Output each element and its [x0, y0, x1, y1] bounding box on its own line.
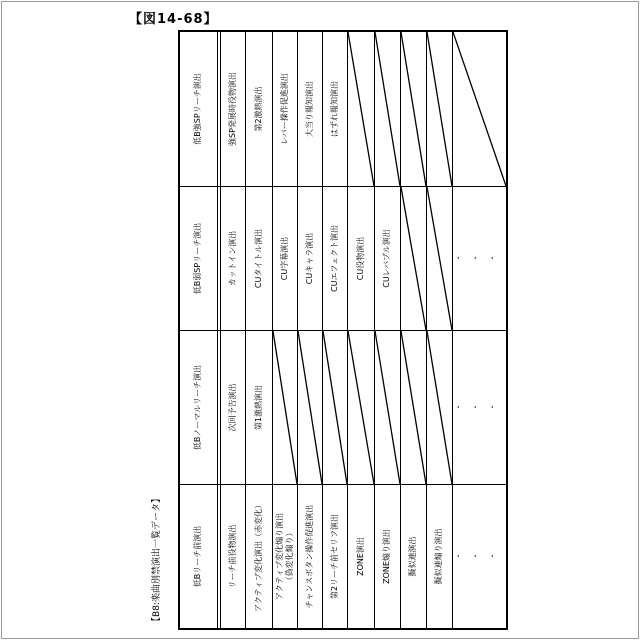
table-cell-na	[375, 32, 401, 186]
table-cell-na	[427, 331, 453, 484]
slash-icon	[401, 331, 426, 484]
header-label: 低B弱SPリーチ演出	[193, 222, 203, 295]
table-cell	[273, 32, 298, 186]
table-column-weak-sp-reach	[180, 186, 506, 330]
slash-icon	[401, 187, 426, 330]
table-column-strong-sp-reach	[180, 32, 506, 186]
table-cell-na	[401, 187, 427, 330]
column-header	[180, 331, 221, 484]
table-cell-na	[348, 331, 375, 484]
figure-number-label: 【図14-68】	[129, 12, 218, 27]
column-header	[180, 32, 221, 186]
continuation-dots: ・・・	[454, 253, 505, 263]
cell-label-line2: （偽変化煽り）	[285, 528, 294, 585]
slash-icon	[427, 331, 452, 484]
cell-label: CUエフェクト演出	[329, 224, 339, 293]
table-cell-na	[323, 331, 348, 484]
cell-label: CUキャラ演出	[304, 232, 314, 285]
cell-label: 大当り報知演出	[304, 80, 314, 137]
table-cell	[348, 485, 375, 628]
cell-label: 第2激熱演出	[253, 86, 263, 132]
slash-icon	[298, 331, 322, 484]
table-cell	[221, 331, 246, 484]
cell-label: 次回予告演出	[227, 383, 237, 432]
header-label: 低Bリーチ前演出	[193, 525, 203, 588]
table-cell-continuation	[453, 187, 506, 330]
cell-label: 擬似連演出	[408, 536, 418, 577]
table-cell	[298, 485, 323, 628]
table-cell	[375, 187, 401, 330]
cell-label: レバー操作促進演出	[279, 73, 289, 145]
slash-icon	[323, 331, 347, 484]
table-cell	[298, 32, 323, 186]
slash-icon	[375, 32, 400, 186]
table-cell	[348, 187, 375, 330]
slash-icon	[375, 331, 400, 484]
column-header	[180, 485, 221, 628]
cell-label: ZONE演出	[355, 537, 365, 576]
table-cell	[246, 32, 273, 186]
cell-label: 第1激熱演出	[253, 384, 263, 431]
table-cell	[273, 485, 298, 628]
cell-label: CU役物演出	[355, 236, 365, 281]
table-cell-na	[298, 331, 323, 484]
table-cell	[375, 485, 401, 628]
table-cell	[323, 32, 348, 186]
slash-icon	[348, 331, 374, 484]
cell-label: 擬似連煽り演出	[434, 528, 444, 585]
cell-label: はずれ報知演出	[329, 80, 339, 137]
cell-label: CU字幕演出	[279, 236, 289, 281]
cell-label: 第2リーチ前セリフ演出	[329, 513, 339, 600]
cell-label: CUタイトル演出	[253, 228, 263, 289]
cell-label: 強SP発展時役物演出	[227, 72, 237, 146]
slash-icon	[427, 187, 452, 330]
table-cell	[323, 485, 348, 628]
table-cell-na	[348, 32, 375, 186]
slash-icon	[453, 32, 506, 186]
header-label: 低B強SPリーチ演出	[193, 73, 203, 145]
slash-icon	[401, 32, 426, 186]
table-cell	[221, 485, 246, 628]
data-table-title-label: 【B8:楽曲別禁演出一覧データ】	[152, 494, 162, 626]
table-cell	[427, 485, 453, 628]
table-cell	[273, 187, 298, 330]
table-cell	[246, 485, 273, 628]
table-cell	[246, 187, 273, 330]
slash-icon	[273, 331, 297, 484]
table-cell-continuation	[453, 485, 506, 628]
cell-label: アクティブ変化演出（赤変化）	[253, 500, 263, 613]
header-label: 低Bノーマルリーチ演出	[193, 364, 203, 451]
table-cell-na	[375, 331, 401, 484]
table-cell-na	[427, 187, 453, 330]
table-cell-na	[427, 32, 453, 186]
cell-label: CUレバブル演出	[382, 229, 392, 288]
slash-icon	[427, 32, 452, 186]
table-cell	[323, 187, 348, 330]
cell-label: ZONE煽り演出	[382, 529, 392, 584]
column-header	[180, 187, 221, 330]
presentation-list-table	[178, 30, 508, 630]
cell-label-line1: アクティブ変化煽り演出	[274, 512, 284, 601]
table-cell-na	[401, 32, 427, 186]
slash-icon	[348, 32, 374, 186]
table-cell	[221, 187, 246, 330]
table-cell-continuation	[453, 331, 506, 484]
cell-label: リーチ前役物演出	[227, 524, 237, 589]
table-cell-na	[273, 331, 298, 484]
continuation-dots: ・・・	[454, 551, 505, 561]
table-cell-na	[453, 32, 506, 186]
table-cell	[246, 331, 273, 484]
table-cell-na	[401, 331, 427, 484]
table-cell	[401, 485, 427, 628]
continuation-dots: ・・・	[454, 402, 505, 412]
cell-label: カットイン演出	[227, 230, 237, 287]
table-cell	[221, 32, 246, 186]
table-column-normal-reach	[180, 330, 506, 484]
table-column-reach-mae	[180, 484, 506, 628]
table-cell	[298, 187, 323, 330]
cell-label: チャンスボタン操作促進演出	[304, 504, 314, 609]
